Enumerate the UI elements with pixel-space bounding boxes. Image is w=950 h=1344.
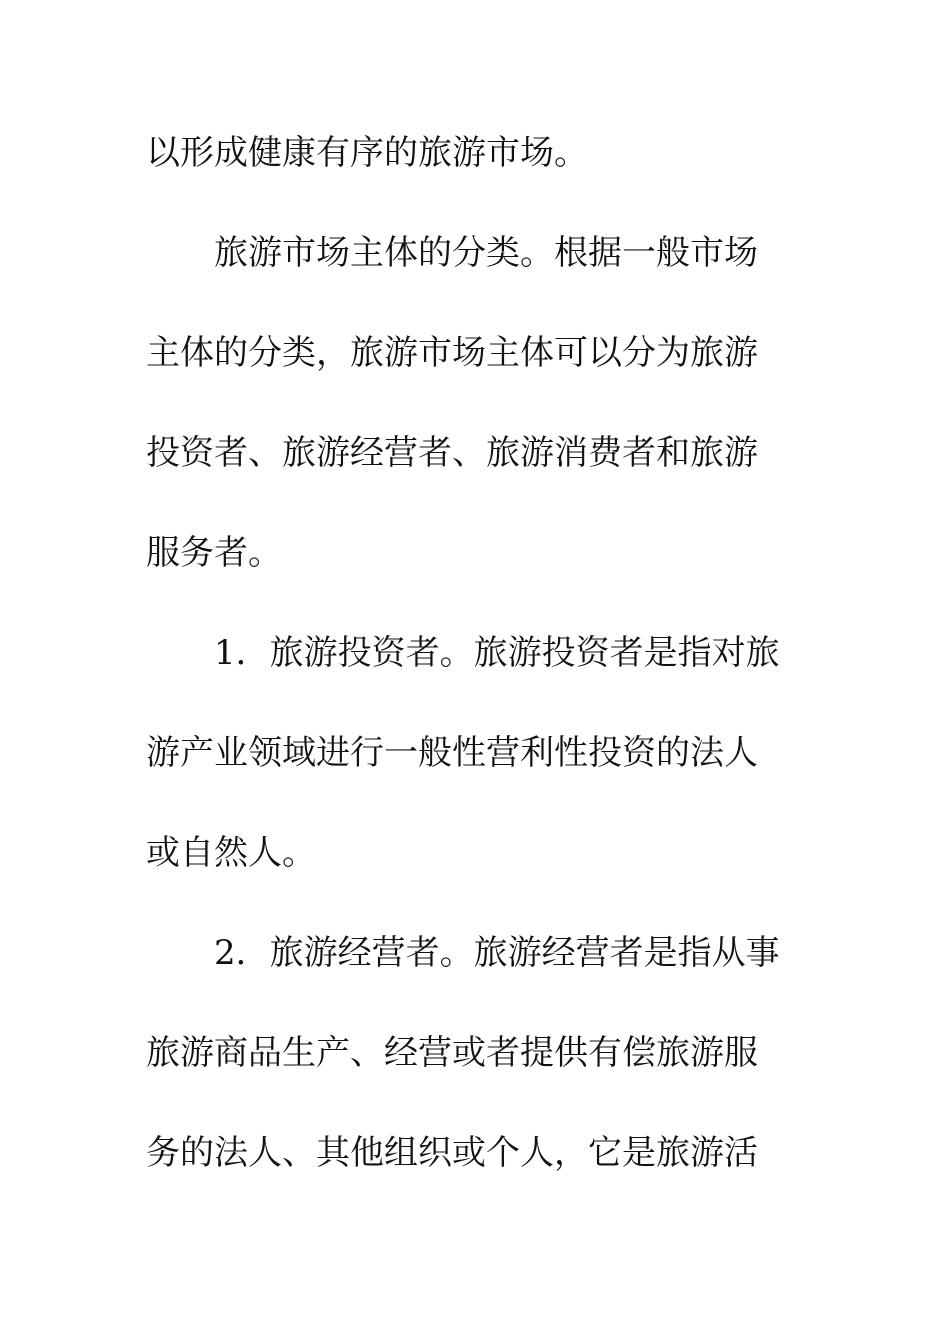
text-line: 以形成健康有序的旅游市场。	[146, 133, 588, 173]
text-line: 主体的分类，旅游市场主体可以分为旅游	[146, 333, 758, 373]
paragraph-start-line: 2．旅游经营者。旅游经营者是指从事	[214, 933, 780, 973]
paragraph-start-line: 旅游市场主体的分类。根据一般市场	[214, 233, 758, 273]
text-line: 务的法人、其他组织或个人，它是旅游活	[146, 1133, 758, 1173]
text-line: 或自然人。	[146, 833, 316, 873]
text-line: 投资者、旅游经营者、旅游消费者和旅游	[146, 433, 758, 473]
text-line: 游产业领域进行一般性营利性投资的法人	[146, 733, 758, 773]
text-line: 旅游商品生产、经营或者提供有偿旅游服	[146, 1033, 758, 1073]
text-line: 服务者。	[146, 533, 282, 573]
paragraph-start-line: 1．旅游投资者。旅游投资者是指对旅	[214, 633, 780, 673]
